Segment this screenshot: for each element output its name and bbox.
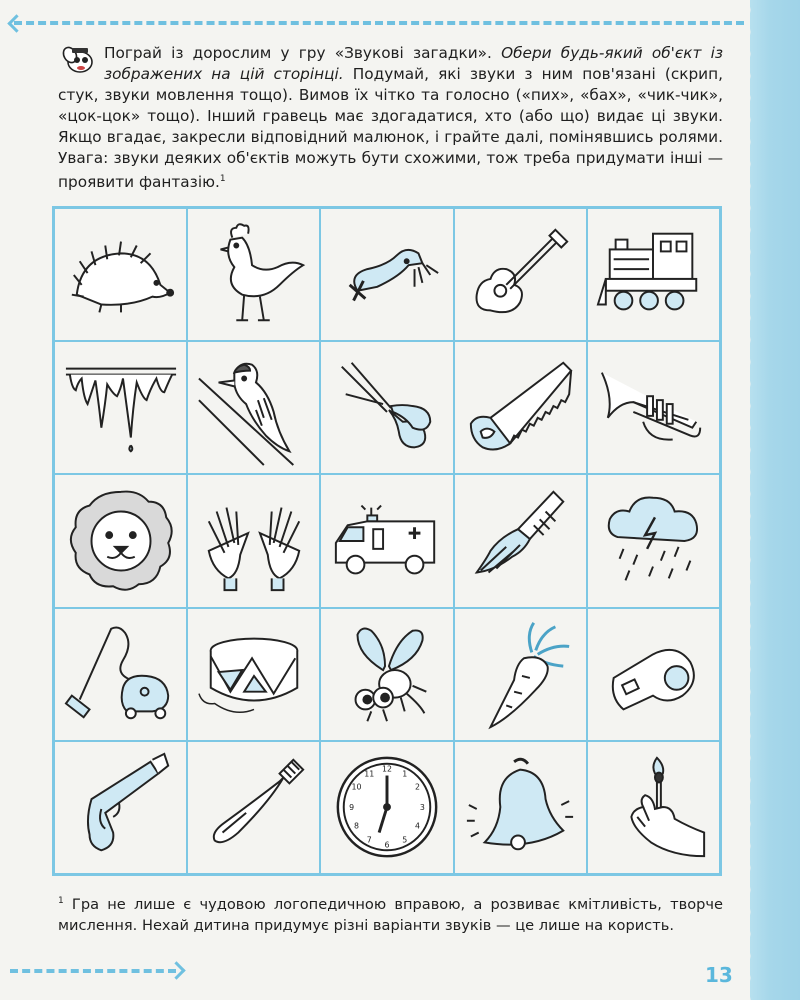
cell-toothbrush[interactable] xyxy=(187,741,320,874)
hedgehog-icon xyxy=(62,216,180,334)
broom-icon xyxy=(461,482,579,600)
whistle-icon xyxy=(594,615,712,733)
vacuum-cleaner-icon xyxy=(62,615,180,733)
cell-woodpecker[interactable] xyxy=(187,341,320,474)
hand-saw-icon xyxy=(461,349,579,467)
svg-text:3: 3 xyxy=(419,803,425,813)
woodpecker-icon xyxy=(195,349,313,467)
svg-text:1: 1 xyxy=(402,769,408,779)
scissors-icon xyxy=(328,349,446,467)
storm-cloud-icon xyxy=(594,482,712,600)
svg-text:9: 9 xyxy=(349,803,355,813)
instructions: Пограй із дорослим у гру «Звукові загадки». Обери будь-який об'єкт із зображених на цій сторінці. Подумай, які звуки з ним пов'язані (скрип, стук, звуки мовлення тощо). Вимов їх чітко та голосно («пих», «бах», «чик-чик», «цок-цок» тощо). Інший гравець має здогадатися, хто (або що) видає ці звуки. Якщо вгадає, закресли відповідний малюнок, і грайте далі, помінявшись ролями. Увага: звуки деяких об'єктів можуть бути схожими, тож треба придумати інші — проявити фантазію.$^1$ xyxy=(58,44,723,192)
toothbrush-icon xyxy=(195,748,313,866)
cell-fly[interactable] xyxy=(320,608,453,741)
icicles-icon xyxy=(62,349,180,467)
cell-trumpet[interactable] xyxy=(587,341,720,474)
cell-rooster[interactable] xyxy=(187,208,320,341)
svg-text:2: 2 xyxy=(414,782,420,792)
cell-toy-pistol[interactable] xyxy=(54,741,187,874)
svg-text:5: 5 xyxy=(402,835,408,845)
cell-broom[interactable] xyxy=(454,474,587,607)
cell-melting-icicles[interactable] xyxy=(54,341,187,474)
cell-clock[interactable] xyxy=(320,741,453,874)
cell-hand-saw[interactable] xyxy=(454,341,587,474)
cell-water-tap[interactable] xyxy=(320,208,453,341)
cell-carrot[interactable] xyxy=(454,608,587,741)
ambulance-icon xyxy=(328,482,446,600)
cell-lion[interactable] xyxy=(54,474,187,607)
lit-match-icon xyxy=(594,748,712,866)
mascot-icon xyxy=(58,45,98,75)
cell-ambulance[interactable] xyxy=(320,474,453,607)
svg-text:6: 6 xyxy=(384,840,390,850)
cell-whistle[interactable] xyxy=(587,608,720,741)
svg-text:11: 11 xyxy=(364,769,375,779)
picture-grid xyxy=(52,206,722,876)
footnote: $^1$ Гра не лише є чудовою логопедичною вправою, а розвиває кмітливість, творче мислення. Нехай дитина придумує різні варіанти звуків — це лише на користь. xyxy=(58,895,723,934)
cell-locomotive[interactable] xyxy=(587,208,720,341)
drum-icon xyxy=(195,615,313,733)
cell-storm-cloud[interactable] xyxy=(587,474,720,607)
cell-hedgehog[interactable] xyxy=(54,208,187,341)
toy-pistol-icon xyxy=(62,748,180,866)
clapping-hands-icon xyxy=(195,482,313,600)
cell-drum[interactable] xyxy=(187,608,320,741)
carrot-icon xyxy=(461,615,579,733)
svg-text:8: 8 xyxy=(353,822,360,832)
clock-icon xyxy=(328,748,446,866)
svg-text:7: 7 xyxy=(366,835,372,845)
svg-text:10: 10 xyxy=(351,782,362,792)
cell-lit-match[interactable] xyxy=(587,741,720,874)
svg-text:12: 12 xyxy=(381,764,392,774)
guitar-icon xyxy=(461,216,579,334)
cell-scissors[interactable] xyxy=(320,341,453,474)
water-tap-icon xyxy=(328,216,446,334)
trumpet-icon xyxy=(594,349,712,467)
fly-icon xyxy=(328,615,446,733)
svg-text:4: 4 xyxy=(414,822,420,832)
page-edge xyxy=(750,0,800,1000)
locomotive-icon xyxy=(594,216,712,334)
cell-bell[interactable] xyxy=(454,741,587,874)
cell-clapping-hands[interactable] xyxy=(187,474,320,607)
cell-guitar[interactable] xyxy=(454,208,587,341)
bell-icon xyxy=(461,748,579,866)
page-number: 13 xyxy=(705,963,733,987)
lion-icon xyxy=(62,482,180,600)
rooster-icon xyxy=(195,216,313,334)
cell-vacuum-cleaner[interactable] xyxy=(54,608,187,741)
